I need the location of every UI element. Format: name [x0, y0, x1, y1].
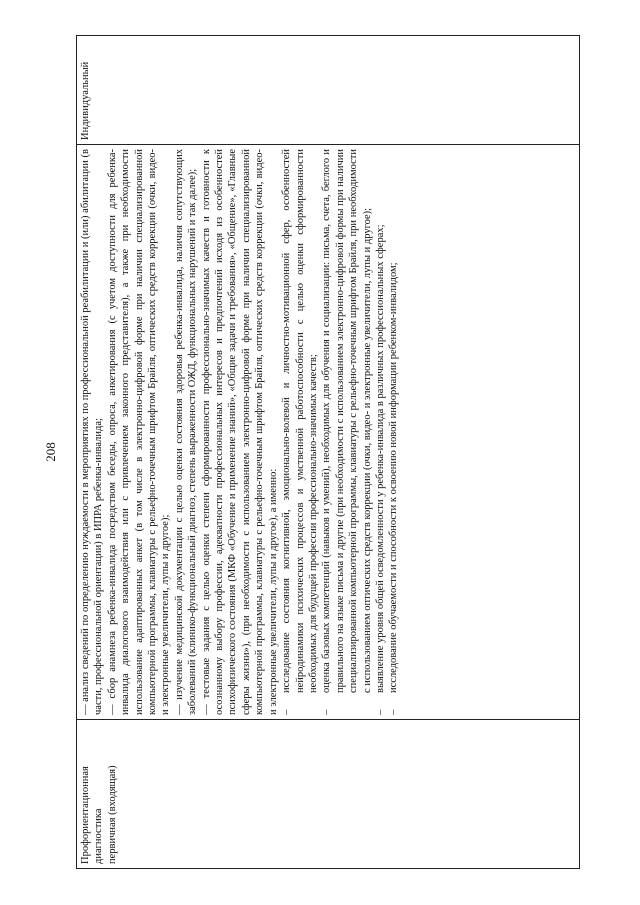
stage-line: первичная (входящая) — [106, 765, 118, 864]
stage-cell — [77, 720, 580, 869]
format-label: Индивидуальный — [80, 61, 91, 140]
list-item-text: исследование обучаемости и способности к освоению новой информации ребенком-инвалидом; — [388, 262, 400, 693]
list-marker: – — [281, 709, 293, 715]
format-cell — [77, 36, 580, 145]
page-number: 208 — [43, 442, 58, 462]
list-item-text: исследование состояния когнитивной, эмоционально-волевой и личностно-мотивационной сфер, особенностей нейродинамики психических процессов и умственной работоспособности с целью оценки сформированности необходимых для будущей профессии профессионально-значимых качеств; — [281, 149, 319, 693]
list-marker: – — [321, 709, 333, 715]
list-item-text: выявление уровня общей осведомленности у ребенка-инвалида в различных профессиональных сферах; — [374, 224, 386, 693]
intro-paragraph: — изучение медицинской документации с целью оценки состояния здоровья ребенка-инвалида, наличия сопутствующих заболеваний (клинико-функциональный диагноз, степень выраженности ОЖД, функциональных нарушений и так далее); — [173, 149, 199, 715]
stage-line: диагностика — [93, 808, 105, 864]
stage-line: Профориентационная — [80, 766, 91, 864]
list-item — [374, 149, 387, 715]
intro-paragraph: — сбор анамнеза ребенка-инвалида посредством беседы, опроса, анкетирования (с учетом доступности для ребенка-инвалида диалогового взаимодействия или с привлечением законного представителя), а также при необходимости использование адаптированных анкет (в том числе в электронно-цифровой форме при наличии специализированной компьютерной программы, клавиатуры с рельефно-точечным шрифтом Брайля, оптических средств коррекции (очки, видео- и электронные увеличители, лупы и другое); — [106, 149, 172, 715]
list-item — [320, 149, 374, 715]
list-item — [280, 149, 320, 715]
list-marker: – — [374, 709, 386, 715]
content-cell — [77, 145, 580, 720]
table-row — [77, 36, 580, 869]
intro-paragraph: — тестовые задания с целью оценки степени сформированности профессионально-значимых качеств и готовности к осознанному выбору профессии, адекватности профессиональных интересов и предпочтений исходя из особенностей психофизического состояния (МКФ «Обучение и применение знаний», «Общие задачи и требования», «Общение», «Главные сферы жизни»), (при необходимости с использованием электронно-цифровой форме при наличии специализированной компьютерной программы, клавиатуры с рельефно-точечным шрифтом Брайля, оптических средств коррекции (очки, видео- и электронные увеличители, лупы и другое), а именно: — [200, 149, 279, 715]
intro-paragraph: — анализ сведений по определению нуждаемости в мероприятиях по профессиональной реабилитации и (или) абилитации (в части, профессиональной ориентации) в ИПРА ребенка-инвалида; — [80, 149, 105, 715]
content-table — [76, 35, 580, 869]
rotated-table-container — [76, 35, 580, 869]
list-item-text: оценка базовых компетенций (навыков и умений), необходимых для обучения и социализации: письма, счета, беглого и правильного на языке письма и другие (при необходимости с использованием электронно-цифровой формы при наличии специализированной компьютерной программы, клавиатуры с рельефно-точечным шрифтом Брайля, при необходимости с использованием оптических средств коррекции (очки, видео- и электронные увеличители, лупы и другое); — [321, 149, 373, 693]
list-item — [387, 149, 400, 715]
list-marker: – — [388, 709, 400, 715]
